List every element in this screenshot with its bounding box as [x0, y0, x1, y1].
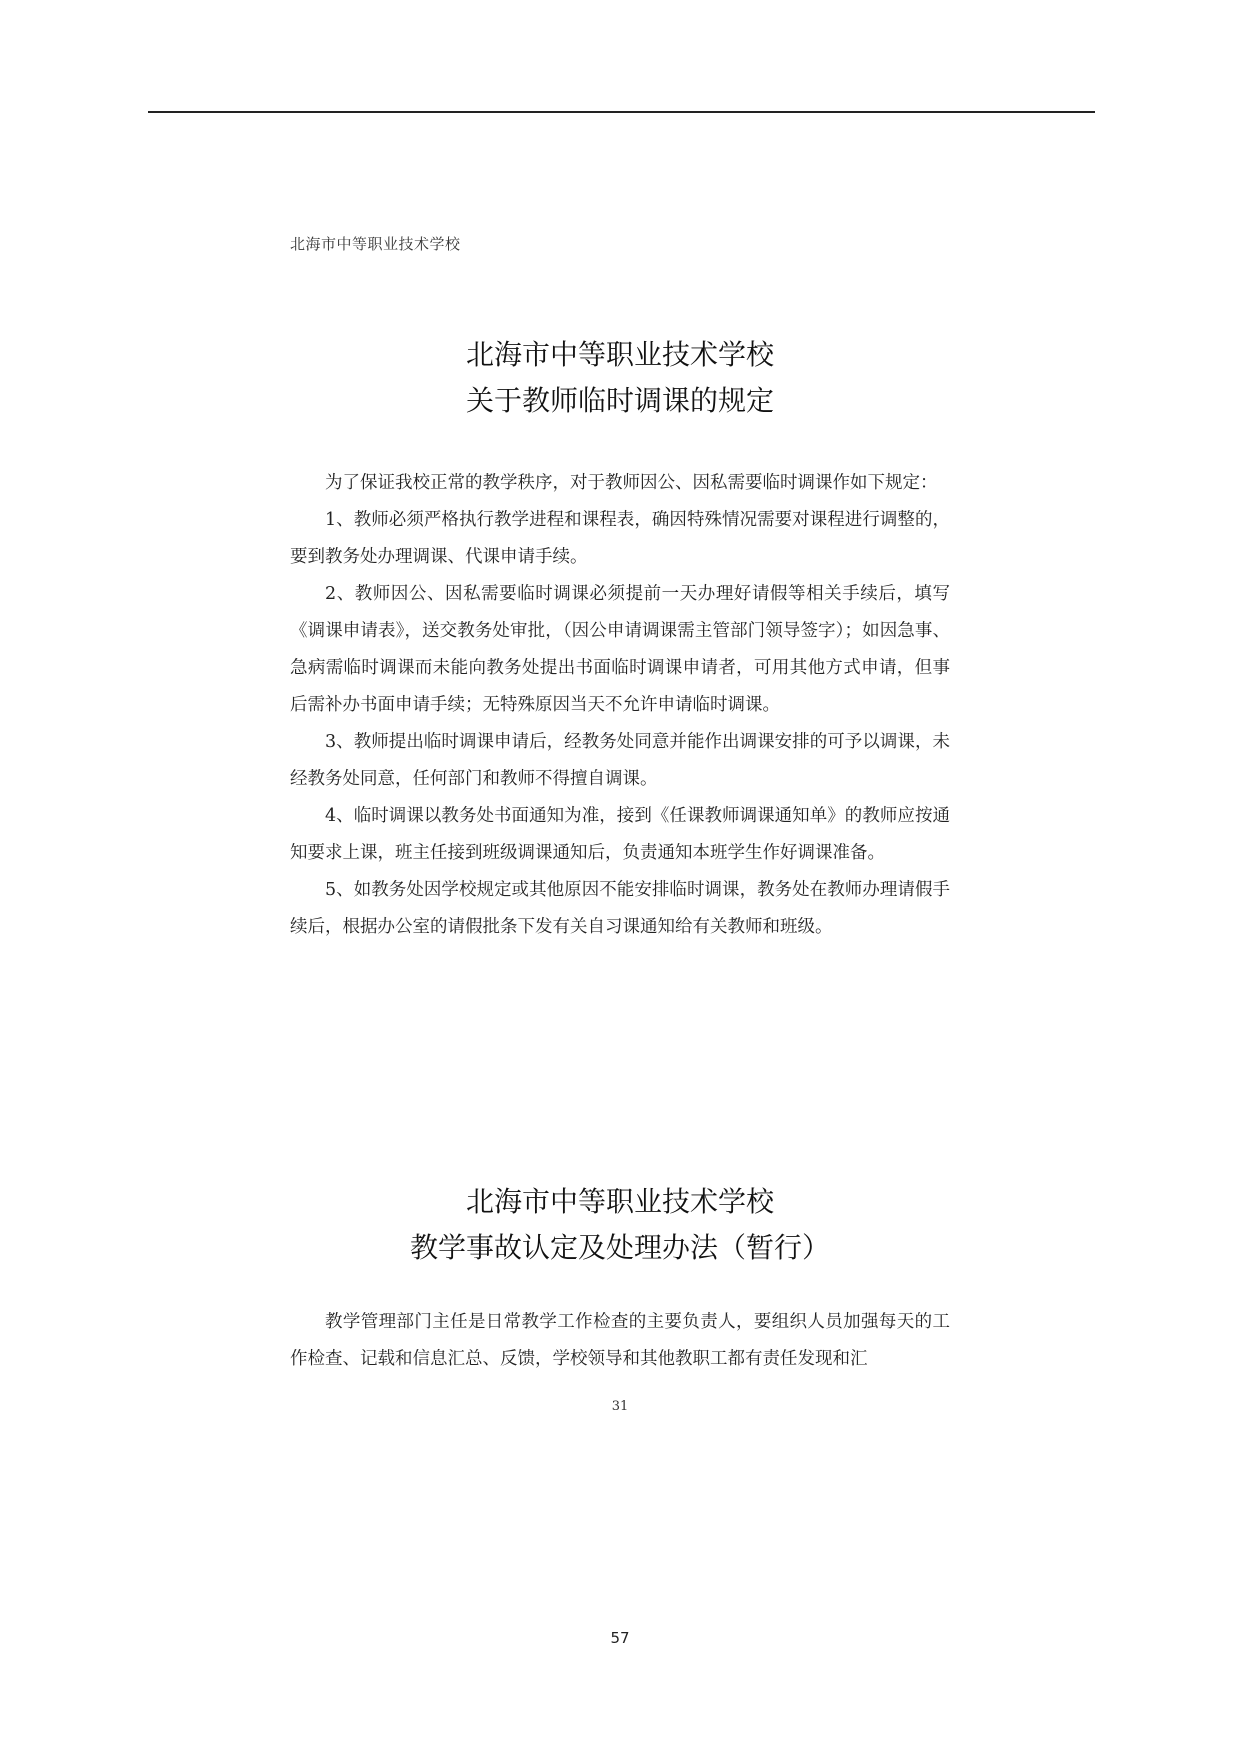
paragraph: 4、临时调课以教务处书面通知为准，接到《任课教师调课通知单》的教师应按通知要求上课，班主任接到班级调课通知后，负责通知本班学生作好调课准备。	[290, 806, 950, 863]
section-2-title-line-1: 北海市中等职业技术学校	[465, 1185, 774, 1218]
section-1-title-line-1: 北海市中等职业技术学校	[465, 338, 774, 371]
section-2-title	[290, 1179, 950, 1271]
running-header: 北海市中等职业技术学校	[290, 235, 461, 253]
header-rule	[148, 111, 1095, 113]
page-number: 57	[610, 1629, 630, 1647]
paragraph: 3、教师提出临时调课申请后，经教务处同意并能作出调课安排的可予以调课，未经教务处同意，任何部门和教师不得擅自调课。	[290, 732, 950, 789]
paragraph: 教学管理部门主任是日常教学工作检查的主要负责人，要组织人员加强每天的工作检查、记载和信息汇总、反馈，学校领导和其他教职工都有责任发现和汇	[290, 1312, 950, 1369]
paragraph: 1、教师必须严格执行教学进程和课程表，确因特殊情况需要对课程进行调整的，要到教务处办理调课、代课申请手续。	[290, 510, 950, 567]
paragraph: 5、如教务处因学校规定或其他原因不能安排临时调课，教务处在教师办理请假手续后，根据办公室的请假批条下发有关自习课通知给有关教师和班级。	[290, 880, 950, 937]
inner-page-number: 31	[611, 1399, 629, 1414]
section-1-title-line-2: 关于教师临时调课的规定	[465, 384, 774, 417]
section-1-title	[290, 332, 950, 424]
paragraph: 为了保证我校正常的教学秩序，对于教师因公、因私需要临时调课作如下规定：	[325, 473, 938, 493]
section-2-body	[290, 1304, 950, 1378]
section-1-body	[290, 465, 950, 946]
paragraph: 2、教师因公、因私需要临时调课必须提前一天办理好请假等相关手续后，填写《调课申请表》，送交教务处审批，（因公申请调课需主管部门领导签字）；如因急事、急病需临时调课而未能向教务处提出书面临时调课申请者，可用其他方式申请，但事后需补办书面申请手续；无特殊原因当天不允许申请临时调课。	[290, 584, 950, 715]
section-2-title-line-2: 教学事故认定及处理办法（暂行）	[409, 1231, 830, 1264]
